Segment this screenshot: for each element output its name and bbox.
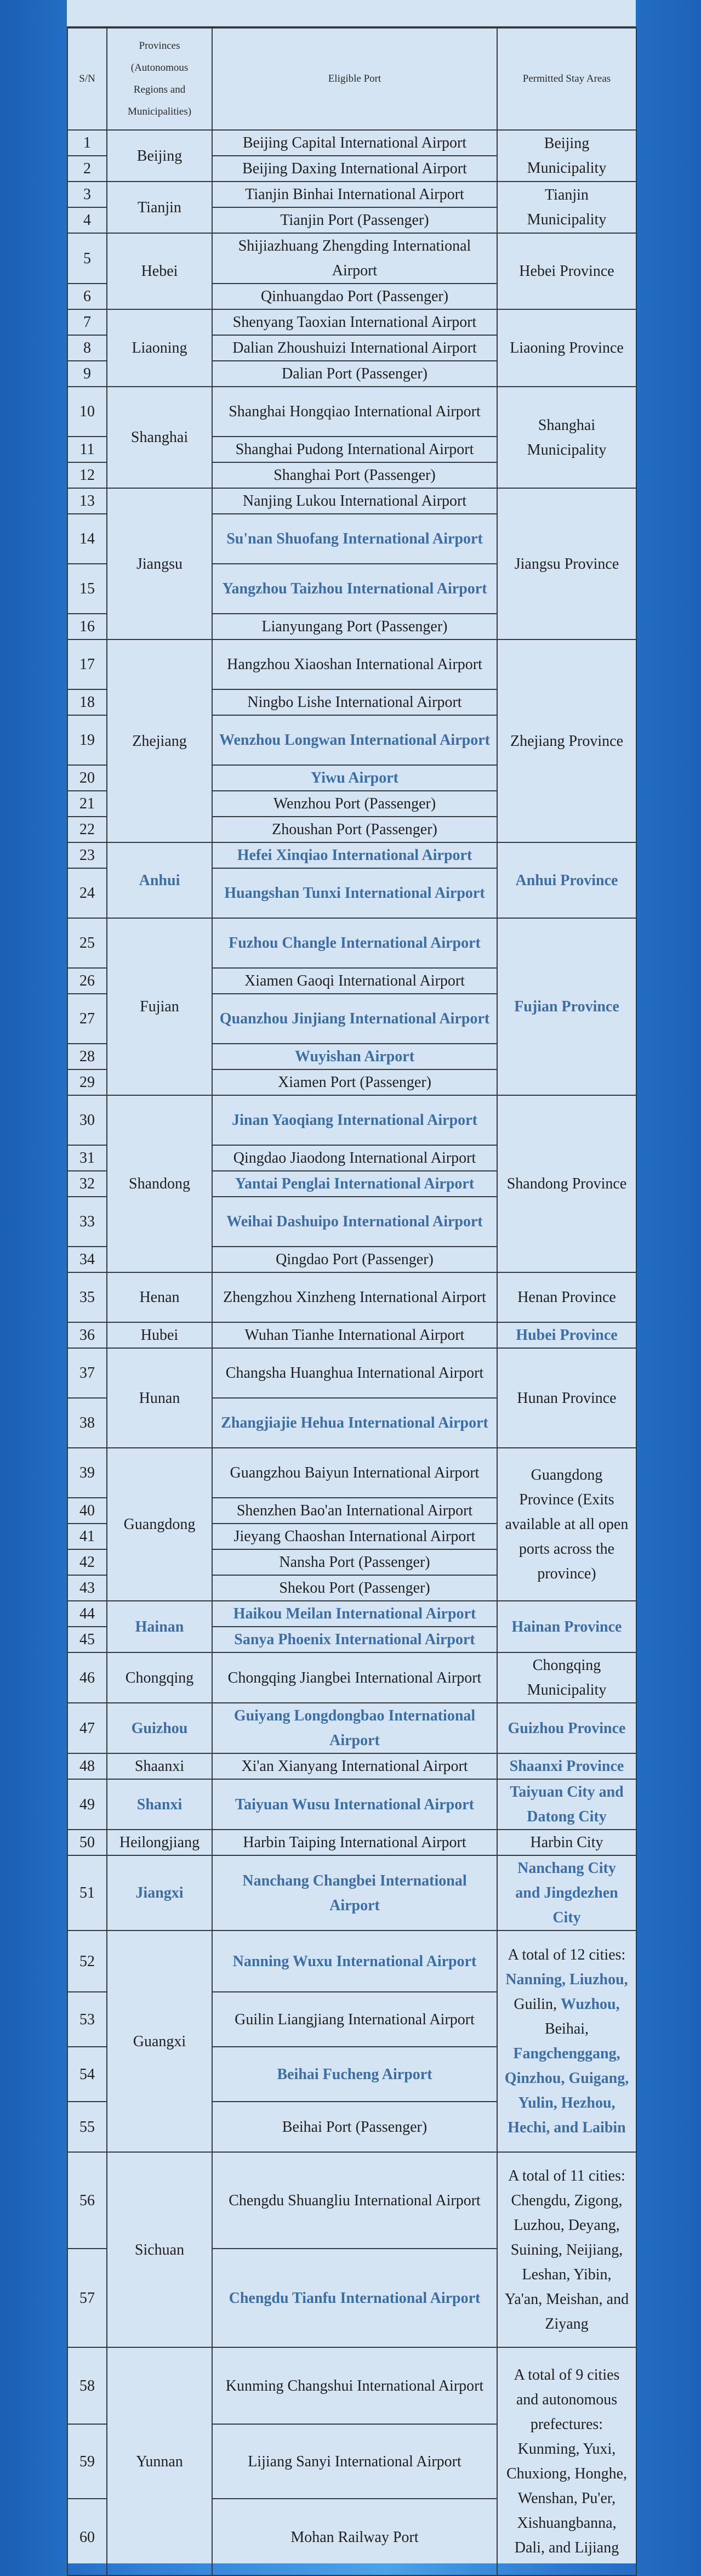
area-yunnan: A total of 9 cities and autonomous prefectures: Kunming, Yuxi, Chuxiong, Honghe, Wenshan, Pu'er, Xishuangbanna, Dali, and Lijiang (497, 2347, 636, 2575)
port-cell: Ningbo Lishe International Airport (212, 689, 497, 715)
sn-cell: 43 (67, 1575, 107, 1601)
province-hunan: Hunan (107, 1348, 212, 1448)
port-table-sheet (67, 0, 636, 2563)
area-heilongjiang: Harbin City (497, 1830, 636, 1855)
province-shaanxi: Shaanxi (107, 1753, 212, 1779)
port-cell: Nansha Port (Passenger) (212, 1549, 497, 1575)
area-fujian: Fujian Province (497, 918, 636, 1095)
province-zhejiang: Zhejiang (107, 639, 212, 842)
sn-cell: 40 (67, 1498, 107, 1524)
sn-cell: 47 (67, 1703, 107, 1753)
sn-cell: 54 (67, 2047, 107, 2102)
table-row (67, 1322, 636, 1348)
port-cell: Qinhuangdao Port (Passenger) (212, 284, 497, 309)
port-cell: Beijing Capital International Airport (212, 130, 497, 156)
province-jiangxi: Jiangxi (107, 1855, 212, 1930)
province-yunnan: Yunnan (107, 2347, 212, 2575)
area-anhui: Anhui Province (497, 842, 636, 918)
table-row (67, 1095, 636, 1145)
sn-cell: 52 (67, 1930, 107, 1992)
port-cell: Harbin Taiping International Airport (212, 1830, 497, 1855)
table-row (67, 1272, 636, 1322)
port-cell: Tianjin Binhai International Airport (212, 182, 497, 207)
sn-cell: 59 (67, 2424, 107, 2499)
table-row (67, 842, 636, 868)
sn-cell: 8 (67, 335, 107, 361)
table-row (67, 639, 636, 689)
sn-cell: 5 (67, 233, 107, 284)
table-row (67, 2152, 636, 2249)
sn-cell: 4 (67, 207, 107, 233)
sn-cell: 25 (67, 918, 107, 968)
port-cell: Xiamen Port (Passenger) (212, 1069, 497, 1095)
port-cell: Yantai Penglai International Airport (212, 1171, 497, 1197)
area-guangxi-part: Beihai, (544, 2020, 589, 2037)
province-shandong: Shandong (107, 1095, 212, 1272)
province-jiangsu: Jiangsu (107, 488, 212, 639)
sn-cell: 17 (67, 639, 107, 689)
area-jiangxi: Nanchang City and Jingdezhen City (497, 1855, 636, 1930)
province-shanxi: Shanxi (107, 1779, 212, 1830)
sn-cell: 18 (67, 689, 107, 715)
port-cell: Fuzhou Changle International Airport (212, 918, 497, 968)
port-cell: Su'nan Shuofang International Airport (212, 514, 497, 564)
province-tianjin: Tianjin (107, 182, 212, 233)
table-row (67, 233, 636, 284)
table-row (67, 1779, 636, 1830)
table-row (67, 918, 636, 968)
port-cell: Chongqing Jiangbei International Airport (212, 1652, 497, 1703)
sn-cell: 16 (67, 614, 107, 639)
province-henan: Henan (107, 1272, 212, 1322)
port-cell: Taiyuan Wusu International Airport (212, 1779, 497, 1830)
province-hainan: Hainan (107, 1601, 212, 1652)
table-header-row (67, 28, 636, 130)
port-cell: Haikou Meilan International Airport (212, 1601, 497, 1627)
sn-cell: 30 (67, 1095, 107, 1145)
sn-cell: 2 (67, 156, 107, 182)
sn-cell: 42 (67, 1549, 107, 1575)
area-guangxi-part: Wuzhou, (560, 1996, 620, 2013)
port-cell: Zhengzhou Xinzheng International Airport (212, 1272, 497, 1322)
sn-cell: 22 (67, 817, 107, 842)
sn-cell: 32 (67, 1171, 107, 1197)
table-row (67, 182, 636, 207)
sn-cell: 57 (67, 2249, 107, 2347)
table-row (67, 1855, 636, 1930)
port-cell: Mohan Railway Port (212, 2499, 497, 2575)
area-guangxi-part: A total of 12 cities: (508, 1946, 626, 1963)
sn-cell: 56 (67, 2152, 107, 2249)
area-guangxi-part: Fangchenggang, Qinzhou, Guigang, Yulin, Hezhou, Hechi, and Laibin (504, 2045, 629, 2136)
table-top-strip (67, 0, 636, 27)
sn-cell: 27 (67, 994, 107, 1044)
port-cell: Jinan Yaoqiang International Airport (212, 1095, 497, 1145)
port-cell: Chengdu Tianfu International Airport (212, 2249, 497, 2347)
port-cell: Shenzhen Bao'an International Airport (212, 1498, 497, 1524)
header-eligible-port: Eligible Port (212, 28, 497, 130)
area-hunan: Hunan Province (497, 1348, 636, 1448)
port-cell: Tianjin Port (Passenger) (212, 207, 497, 233)
port-cell: Dalian Zhoushuizi International Airport (212, 335, 497, 361)
port-cell: Qingdao Port (Passenger) (212, 1247, 497, 1272)
sn-cell: 20 (67, 765, 107, 791)
table-row (67, 1448, 636, 1498)
port-cell: Nanchang Changbei International Airport (212, 1855, 497, 1930)
port-cell: Shekou Port (Passenger) (212, 1575, 497, 1601)
port-cell: Weihai Dashuipo International Airport (212, 1197, 497, 1247)
table-row (67, 1830, 636, 1855)
port-cell: Qingdao Jiaodong International Airport (212, 1145, 497, 1171)
sn-cell: 9 (67, 361, 107, 387)
sn-cell: 6 (67, 284, 107, 309)
sn-cell: 13 (67, 488, 107, 514)
sn-cell: 34 (67, 1247, 107, 1272)
port-cell: Shenyang Taoxian International Airport (212, 309, 497, 335)
area-guangxi (497, 1930, 636, 2152)
port-cell: Jieyang Chaoshan International Airport (212, 1524, 497, 1549)
province-hubei: Hubei (107, 1322, 212, 1348)
header-sn: S/N (67, 28, 107, 130)
table-row (67, 488, 636, 514)
province-guangxi: Guangxi (107, 1930, 212, 2152)
sn-cell: 12 (67, 462, 107, 488)
port-cell: Wenzhou Port (Passenger) (212, 791, 497, 817)
province-shanghai: Shanghai (107, 387, 212, 488)
table-row (67, 1753, 636, 1779)
area-sichuan: A total of 11 cities: Chengdu, Zigong, Luzhou, Deyang, Suining, Neijiang, Leshan, Yibin, Ya'an, Meishan, and Ziyang (497, 2152, 636, 2347)
port-cell: Shanghai Hongqiao International Airport (212, 387, 497, 437)
sn-cell: 36 (67, 1322, 107, 1348)
area-zhejiang: Zhejiang Province (497, 639, 636, 842)
area-shanxi: Taiyuan City and Datong City (497, 1779, 636, 1830)
sn-cell: 39 (67, 1448, 107, 1498)
sn-cell: 3 (67, 182, 107, 207)
port-cell: Shanghai Port (Passenger) (212, 462, 497, 488)
port-cell: Hangzhou Xiaoshan International Airport (212, 639, 497, 689)
province-guizhou: Guizhou (107, 1703, 212, 1753)
header-stay-areas: Permitted Stay Areas (497, 28, 636, 130)
sn-cell: 45 (67, 1627, 107, 1652)
area-shanghai: Shanghai Municipality (497, 387, 636, 488)
area-beijing: Beijing Municipality (497, 130, 636, 182)
sn-cell: 44 (67, 1601, 107, 1627)
port-cell: Guiyang Longdongbao International Airport (212, 1703, 497, 1753)
port-cell: Chengdu Shuangliu International Airport (212, 2152, 497, 2249)
area-hainan: Hainan Province (497, 1601, 636, 1652)
port-cell: Lianyungang Port (Passenger) (212, 614, 497, 639)
area-hubei: Hubei Province (497, 1322, 636, 1348)
port-cell: Shijiazhuang Zhengding International Airport (212, 233, 497, 284)
port-cell: Wenzhou Longwan International Airport (212, 715, 497, 765)
header-province: Provinces (Autonomous Regions and Municipalities) (107, 28, 212, 130)
port-cell: Dalian Port (Passenger) (212, 361, 497, 387)
port-cell: Guangzhou Baiyun International Airport (212, 1448, 497, 1498)
port-cell: Kunming Changshui International Airport (212, 2347, 497, 2424)
sn-cell: 1 (67, 130, 107, 156)
port-cell: Huangshan Tunxi International Airport (212, 868, 497, 918)
sn-cell: 38 (67, 1398, 107, 1448)
port-cell: Yangzhou Taizhou International Airport (212, 564, 497, 614)
area-shandong: Shandong Province (497, 1095, 636, 1272)
table-row (67, 2347, 636, 2424)
sn-cell: 23 (67, 842, 107, 868)
area-liaoning: Liaoning Province (497, 309, 636, 387)
port-cell: Wuyishan Airport (212, 1044, 497, 1069)
sn-cell: 51 (67, 1855, 107, 1930)
province-hebei: Hebei (107, 233, 212, 309)
port-cell: Lijiang Sanyi International Airport (212, 2424, 497, 2499)
port-cell: Zhangjiajie Hehua International Airport (212, 1398, 497, 1448)
port-cell: Beihai Fucheng Airport (212, 2047, 497, 2102)
sn-cell: 60 (67, 2499, 107, 2575)
port-cell: Zhoushan Port (Passenger) (212, 817, 497, 842)
sn-cell: 48 (67, 1753, 107, 1779)
sn-cell: 11 (67, 437, 107, 462)
area-guangdong: Guangdong Province (Exits available at all open ports across the province) (497, 1448, 636, 1601)
province-heilongjiang: Heilongjiang (107, 1830, 212, 1855)
table-row (67, 1348, 636, 1398)
sn-cell: 29 (67, 1069, 107, 1095)
sn-cell: 19 (67, 715, 107, 765)
area-jiangsu: Jiangsu Province (497, 488, 636, 639)
port-cell: Yiwu Airport (212, 765, 497, 791)
sn-cell: 31 (67, 1145, 107, 1171)
table-row (67, 1652, 636, 1703)
province-anhui: Anhui (107, 842, 212, 918)
table-row (67, 387, 636, 437)
sn-cell: 10 (67, 387, 107, 437)
area-chongqing: Chongqing Municipality (497, 1652, 636, 1703)
sn-cell: 41 (67, 1524, 107, 1549)
table-row (67, 309, 636, 335)
table-row (67, 130, 636, 156)
sn-cell: 37 (67, 1348, 107, 1398)
port-cell: Nanjing Lukou International Airport (212, 488, 497, 514)
sn-cell: 28 (67, 1044, 107, 1069)
table-row (67, 1601, 636, 1627)
sn-cell: 24 (67, 868, 107, 918)
sn-cell: 7 (67, 309, 107, 335)
sn-cell: 15 (67, 564, 107, 614)
area-guizhou: Guizhou Province (497, 1703, 636, 1753)
sn-cell: 50 (67, 1830, 107, 1855)
port-cell: Xi'an Xianyang International Airport (212, 1753, 497, 1779)
sn-cell: 55 (67, 2102, 107, 2152)
sn-cell: 49 (67, 1779, 107, 1830)
port-cell: Changsha Huanghua International Airport (212, 1348, 497, 1398)
port-cell: Hefei Xinqiao International Airport (212, 842, 497, 868)
province-chongqing: Chongqing (107, 1652, 212, 1703)
province-beijing: Beijing (107, 130, 212, 182)
province-liaoning: Liaoning (107, 309, 212, 387)
area-guangxi-part: Nanning, Liuzhou, (505, 1971, 628, 1988)
area-henan: Henan Province (497, 1272, 636, 1322)
area-guangxi-part: Guilin, (514, 1996, 561, 2013)
port-cell: Beijing Daxing International Airport (212, 156, 497, 182)
port-cell: Nanning Wuxu International Airport (212, 1930, 497, 1992)
port-cell: Shanghai Pudong International Airport (212, 437, 497, 462)
sn-cell: 58 (67, 2347, 107, 2424)
area-shaanxi: Shaanxi Province (497, 1753, 636, 1779)
port-cell: Beihai Port (Passenger) (212, 2102, 497, 2152)
port-cell: Wuhan Tianhe International Airport (212, 1322, 497, 1348)
sn-cell: 26 (67, 968, 107, 994)
province-guangdong: Guangdong (107, 1448, 212, 1601)
area-hebei: Hebei Province (497, 233, 636, 309)
sn-cell: 46 (67, 1652, 107, 1703)
sn-cell: 53 (67, 1992, 107, 2047)
port-cell: Sanya Phoenix International Airport (212, 1627, 497, 1652)
port-cell: Guilin Liangjiang International Airport (212, 1992, 497, 2047)
sn-cell: 33 (67, 1197, 107, 1247)
sn-cell: 14 (67, 514, 107, 564)
province-sichuan: Sichuan (107, 2152, 212, 2347)
table-row (67, 1930, 636, 1992)
area-tianjin: Tianjin Municipality (497, 182, 636, 233)
province-fujian: Fujian (107, 918, 212, 1095)
eligible-ports-table (67, 27, 637, 2576)
port-cell: Xiamen Gaoqi International Airport (212, 968, 497, 994)
port-cell: Quanzhou Jinjiang International Airport (212, 994, 497, 1044)
sn-cell: 35 (67, 1272, 107, 1322)
table-row (67, 1703, 636, 1753)
sn-cell: 21 (67, 791, 107, 817)
